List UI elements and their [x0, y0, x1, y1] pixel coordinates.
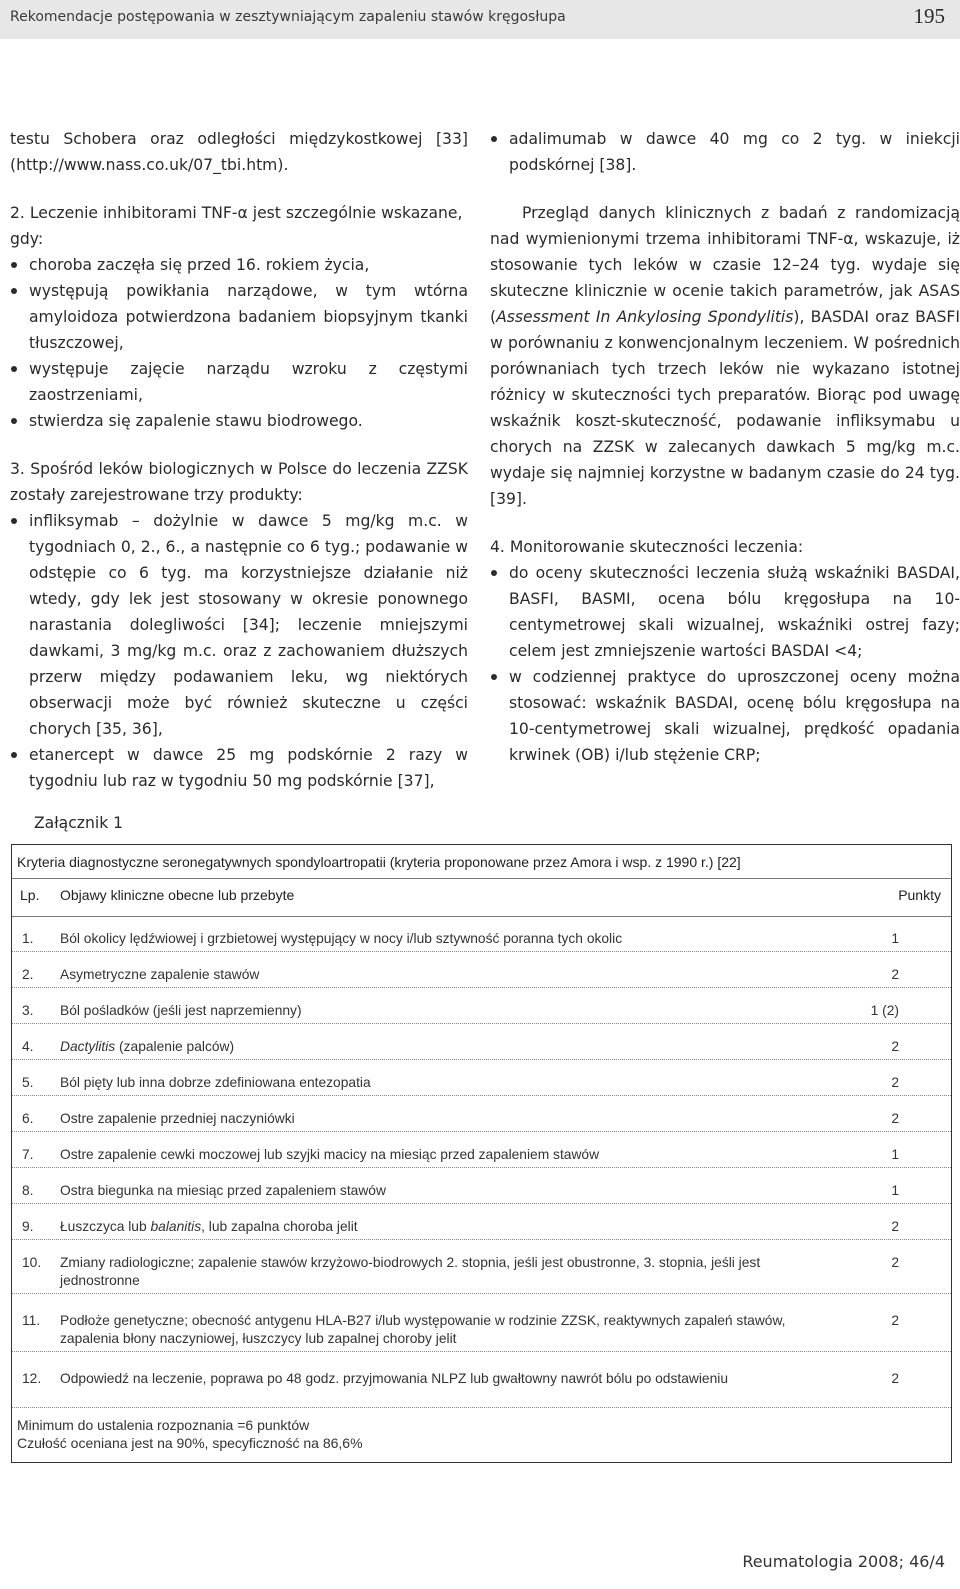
row-points: 2: [891, 1255, 899, 1270]
row-description: Ostre zapalenie przedniej naczyniówki: [60, 1111, 295, 1126]
row-description: Ból pośladków (jeśli jest naprzemienny): [60, 1003, 302, 1018]
col-points: Punkty: [898, 887, 941, 903]
row-points: 1 (2): [870, 1003, 899, 1018]
table-header: [12, 878, 951, 917]
list-item: występują powikłania narządowe, w tym wtórna amyloidoza potwierdzona badaniem biopsyjnym tkanki tłuszczowej,: [10, 278, 468, 356]
row-divider: [12, 1023, 951, 1024]
row-divider: [12, 1131, 951, 1132]
row-number: 5.: [22, 1075, 34, 1090]
row-description: Zmiany radiologiczne; zapalenie stawów krzyżowo-biodrowych 2. stopnia, jeśli jest obustronne, 3. stopnia, jeśli jest jednostronne: [60, 1255, 761, 1288]
row-number: 1.: [22, 931, 34, 946]
row-points: 2: [891, 1075, 899, 1090]
list-item: etanercept w dawce 25 mg podskórnie 2 razy w tygodniu lub raz w tygodniu 50 mg podskórnie [37],: [10, 742, 468, 794]
row-number: 2.: [22, 967, 34, 982]
section-3-list: [10, 508, 468, 794]
row-number: 6.: [22, 1111, 34, 1126]
list-item: infliksymab – dożylnie w dawce 5 mg/kg m.c. w tygodniach 0, 2., 6., a następnie co 6 tyg.; podawanie w odstępie co 6 tyg. ma korzystniejsze działanie niż wtedy, gdy lek jest stosowany w okresie ponownego narastania dolegliwości [34]; leczenie mniejszymi dawkami, 3 mg/kg m.c. oraz z zachowaniem dłuższych przerw między podawaniem leku, wg niektórych obserwacji może być również skuteczne u części chorych [35, 36],: [10, 508, 468, 742]
row-divider: [12, 1059, 951, 1060]
section-3-heading: 3. Spośród leków biologicznych w Polsce do leczenia ZZSK zostały zarejestrowane trzy produkty:: [10, 460, 468, 504]
row-divider: [12, 951, 951, 952]
row-description: Ból okolicy lędźwiowej i grzbietowej występujący w nocy i/lub sztywność poranna tych okolic: [60, 931, 623, 946]
row-points: 2: [891, 1111, 899, 1126]
row-number: 3.: [22, 1003, 34, 1018]
table-caption: Kryteria diagnostyczne seronegatywnych spondyloartropatii (kryteria proponowane przez Amora i wsp. z 1990 r.) [22]: [17, 854, 741, 870]
table-footer-minimum: Minimum do ustalenia rozpoznania =6 punktów: [17, 1417, 310, 1433]
running-header: [0, 0, 960, 39]
row-number: 10.: [22, 1255, 42, 1270]
row-number: 9.: [22, 1219, 34, 1234]
row-points: 2: [891, 1371, 899, 1386]
row-points: 1: [891, 1147, 899, 1162]
row-number: 4.: [22, 1039, 34, 1054]
list-item: adalimumab w dawce 40 mg co 2 tyg. w iniekcji podskórnej [38].: [490, 126, 960, 178]
row-points: 2: [891, 967, 899, 982]
row-points: 1: [891, 1183, 899, 1198]
right-column: [490, 126, 960, 768]
appendix-label: Załącznik 1: [34, 814, 124, 832]
row-points: 2: [891, 1219, 899, 1234]
row-number: 12.: [22, 1371, 42, 1386]
running-title: Rekomendacje postępowania w zesztywniającym zapaleniu stawów kręgosłupa: [10, 9, 566, 25]
row-divider: [12, 1239, 951, 1240]
row-description: Łuszczyca lub balanitis, lub zapalna choroba jelit: [60, 1219, 358, 1234]
row-description: Odpowiedź na leczenie, poprawa po 48 godz. przyjmowania NLPZ lub gwałtowny nawrót bólu po odstawieniu: [60, 1371, 729, 1386]
criteria-table: [11, 844, 952, 1463]
row-number: 8.: [22, 1183, 34, 1198]
row-description: Dactylitis (zapalenie palców): [60, 1039, 235, 1054]
row-description: Asymetryczne zapalenie stawów: [60, 967, 260, 982]
row-points: 1: [891, 931, 899, 946]
table-footer-sensitivity: Czułość oceniana jest na 90%, specyficzność na 86,6%: [17, 1435, 363, 1451]
row-divider: [12, 987, 951, 988]
section-4-heading: 4. Monitorowanie skuteczności leczenia:: [490, 538, 804, 556]
row-description: Ostra biegunka na miesiąc przed zapaleniem stawów: [60, 1183, 386, 1198]
continued-paragraph: testu Schobera oraz odległości międzykostkowej [33] (http://www.nass.co.uk/07_tbi.htm).: [10, 130, 468, 174]
row-divider: [12, 1095, 951, 1096]
list-item: choroba zaczęła się przed 16. rokiem życia,: [10, 252, 468, 278]
row-divider: [12, 1293, 951, 1294]
list-item: w codziennej praktyce do uproszczonej oceny można stosować: wskaźnik BASDAI, ocenę bólu kręgosłupa na 10-centymetrowej skali wizualnej, prędkość opadania krwinek (OB) i/lub stężenie CRP;: [490, 664, 960, 768]
row-number: 7.: [22, 1147, 34, 1162]
page-number: 195: [913, 4, 945, 28]
row-points: 2: [891, 1039, 899, 1054]
row-divider: [12, 1407, 951, 1408]
adalimumab-list: [490, 126, 960, 178]
list-item: stwierdza się zapalenie stawu biodrowego.: [10, 408, 468, 434]
asas-expansion: Assessment In Ankylosing Spondylitis: [496, 308, 794, 326]
list-item: do oceny skuteczności leczenia służą wskaźniki BASDAI, BASFI, BASMI, ocena bólu kręgosłupa na 10-centymetrowej skali wizualnej, wskaźniki ostrej fazy; celem jest zmniejszenie wartości BASDAI <4;: [490, 560, 960, 664]
row-description: Ból pięty lub inna dobrze zdefiniowana entezopatia: [60, 1075, 371, 1090]
col-symptoms: Objawy kliniczne obecne lub przebyte: [60, 887, 295, 903]
row-divider: [12, 1351, 951, 1352]
section-4-list: [490, 560, 960, 768]
section-2-list: [10, 252, 468, 434]
row-description: Ostre zapalenie cewki moczowej lub szyjki macicy na miesiąc przed zapaleniem stawów: [60, 1147, 600, 1162]
left-column: [10, 126, 468, 794]
review-paragraph: Przegląd danych klinicznych z badań z randomizacją nad wymienionymi trzema inhibitorami TNF-α, wskazuje, iż stosowanie tych leków w czasie 12–24 tyg. wydaje się skuteczne klinicznie w ocenie takich parametrów, jak ASAS (Assessment In Ankylosing Spondylitis), BASDAI oraz BASFI w porównaniu z konwencjonalnym leczeniem. W pośrednich porównaniach tych trzech leków nie wykazano istotnej różnicy w skuteczności tych preparatów. Biorąc pod uwagę wskaźnik koszt-skuteczność, podawanie infliksymabu u chorych na ZZSK w zalecanych dawkach 5 mg/kg m.c. wydaje się najmniej korzystne w badanym czasie do 24 tyg. [39].: [490, 204, 960, 508]
section-2-heading: 2. Leczenie inhibitorami TNF-α jest szczególnie wskazane, gdy:: [10, 204, 463, 248]
journal-reference: Reumatologia 2008; 46/4: [742, 1552, 945, 1571]
list-item: występuje zajęcie narządu wzroku z częstymi zaostrzeniami,: [10, 356, 468, 408]
row-points: 2: [891, 1313, 899, 1328]
col-lp: Lp.: [20, 887, 40, 903]
row-divider: [12, 1203, 951, 1204]
row-divider: [12, 1167, 951, 1168]
row-number: 11.: [22, 1313, 41, 1328]
row-description: Podłoże genetyczne; obecność antygenu HLA-B27 i/lub występowanie w rodzinie ZZSK, reaktywnych zapaleń stawów, zapalenia błony naczyniowej, łuszczycy lub zapalnej choroby jelit: [60, 1313, 786, 1346]
